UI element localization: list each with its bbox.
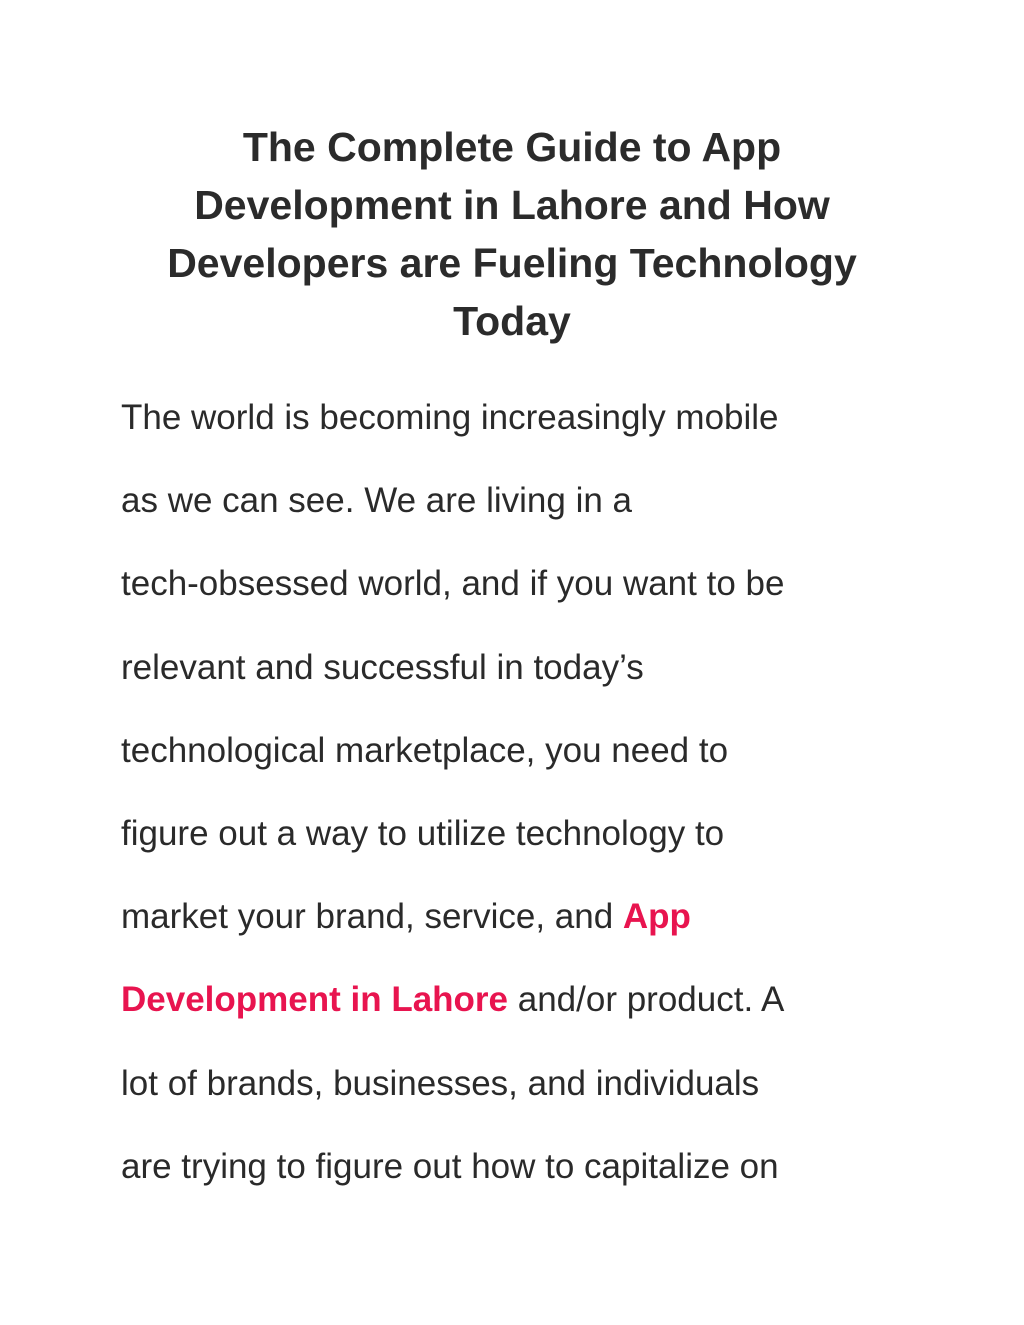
app-development-link-part-1[interactable]: App [622,897,691,937]
body-line-3: tech-obsessed world, and if you want to be [121,564,785,604]
title-line-3: Developers are Fueling Technology [167,240,857,286]
body-line-7 [121,875,921,958]
title-line-4: Today [453,298,571,344]
body-line-4: relevant and successful in today’s [121,647,644,687]
title-line-2: Development in Lahore and How [194,182,830,228]
body-line-1: The world is becoming increasingly mobile [121,398,779,437]
body-line-6: figure out a way to utilize technology to [121,814,725,854]
body-line-5: technological marketplace, you need to [121,730,729,770]
body-line-10: are trying to figure out how to capitalize on [121,1146,779,1186]
body-line-7-text: market your brand, service, and [121,897,623,937]
body-paragraph [121,376,921,1208]
body-line-8 [121,958,921,1041]
body-line-8-text: and/or product. A [508,980,785,1020]
document-title [120,118,904,350]
title-line-1: The Complete Guide to App [242,124,782,170]
body-line-2: as we can see. We are living in a [121,481,633,521]
body-line-9: lot of brands, businesses, and individuals [121,1063,760,1103]
app-development-link-part-2[interactable]: Development in Lahore [121,980,509,1020]
